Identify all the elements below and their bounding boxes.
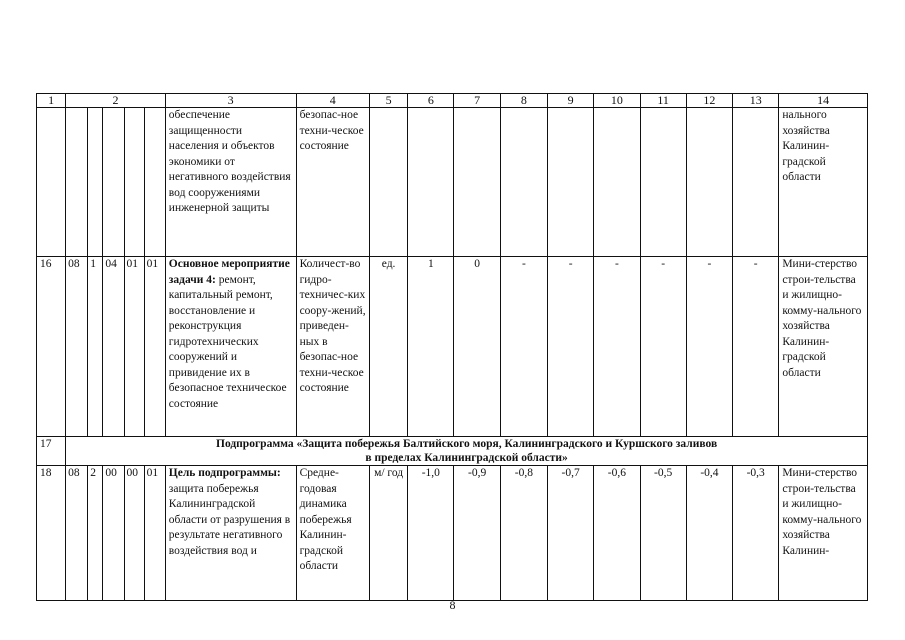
value-cell: - — [548, 257, 594, 437]
row-number: 18 — [37, 466, 66, 601]
page-number: 8 — [449, 598, 456, 612]
description-text: защита побережья Калининградской области от разрушения в результате негативного воздействия вод и — [168, 482, 291, 557]
value-cell: -0,4 — [686, 466, 732, 601]
description-bold: Цель подпрограммы: — [168, 467, 281, 479]
code-cell: 04 — [103, 257, 124, 437]
code-cell: 01 — [124, 257, 144, 437]
subprogram-title — [66, 437, 868, 466]
indicator-cell: Средне-годовая динамика побережья Калинин-градской области — [296, 466, 369, 601]
value-cell: -0,3 — [733, 466, 779, 601]
subprogram-title-line: Подпрограмма «Защита побережья Балтийского моря, Калининградского и Куршского заливов — [216, 438, 718, 450]
indicator-cell: безопас-ное техни-ческое состояние — [296, 108, 369, 257]
header-cell: 5 — [369, 94, 407, 108]
table-row — [37, 437, 868, 466]
table-row — [37, 108, 868, 257]
value-cell: - — [640, 257, 686, 437]
value-cell: -0,7 — [548, 466, 594, 601]
description-cell — [165, 257, 296, 437]
unit-cell: м/ год — [369, 466, 407, 601]
responsible-cell: Мини-стерство строи-тельства и жилищно-комму-нального хозяйства Калинин- — [779, 466, 868, 601]
code-cell: 00 — [103, 466, 124, 601]
description-bold: Основное мероприятие задачи 4: — [168, 258, 290, 286]
table-header-row — [37, 94, 868, 108]
value-cell: -0,5 — [640, 466, 686, 601]
indicators-table — [36, 93, 868, 601]
unit-cell: ед. — [369, 257, 407, 437]
row-number: 16 — [37, 257, 66, 437]
responsible-cell: нального хозяйства Калинин-градской области — [779, 108, 868, 257]
row-number: 17 — [37, 437, 66, 466]
indicator-cell: Количест-во гидро-техничес-ких соору-жений, приведен-ных в безопас-ное техни-ческое состояние — [296, 257, 369, 437]
responsible-cell: Мини-стерство строи-тельства и жилищно-комму-нального хозяйства Калинин-градской области — [779, 257, 868, 437]
value-cell: 0 — [454, 257, 500, 437]
value-cell: -0,9 — [454, 466, 500, 601]
header-cell: 6 — [408, 94, 454, 108]
header-cell: 8 — [500, 94, 547, 108]
header-cell: 3 — [165, 94, 296, 108]
description-text: ремонт, капитальный ремонт, восстановление и реконструкция гидротехнических сооружений и привидение их в безопасное техническое состояние — [168, 273, 287, 410]
value-cell: 1 — [408, 257, 454, 437]
value-cell: - — [733, 257, 779, 437]
code-cell: 08 — [66, 257, 88, 437]
value-cell: - — [686, 257, 732, 437]
header-cell: 4 — [296, 94, 369, 108]
value-cell: - — [500, 257, 547, 437]
table-row — [37, 257, 868, 437]
code-cell: 01 — [144, 257, 165, 437]
header-cell: 2 — [66, 94, 166, 108]
header-cell: 14 — [779, 94, 868, 108]
value-cell: -0,8 — [500, 466, 547, 601]
code-cell: 08 — [66, 466, 88, 601]
header-cell: 7 — [454, 94, 500, 108]
code-cell: 01 — [144, 466, 165, 601]
header-cell: 1 — [37, 94, 66, 108]
description-cell: обеспечение защищенности населения и объектов экономики от негативного воздействия вод сооружениями инженерной защиты — [165, 108, 296, 257]
value-cell: - — [594, 257, 640, 437]
value-cell: -0,6 — [594, 466, 640, 601]
code-cell: 00 — [124, 466, 144, 601]
table-row — [37, 466, 868, 601]
subprogram-title-line: в пределах Калининградской области» — [365, 452, 568, 464]
value-cell: -1,0 — [408, 466, 454, 601]
header-cell: 13 — [733, 94, 779, 108]
code-cell: 1 — [88, 257, 103, 437]
description-cell — [165, 466, 296, 601]
header-cell: 12 — [686, 94, 732, 108]
header-cell: 11 — [640, 94, 686, 108]
header-cell: 10 — [594, 94, 640, 108]
code-cell: 2 — [88, 466, 103, 601]
header-cell: 9 — [548, 94, 594, 108]
